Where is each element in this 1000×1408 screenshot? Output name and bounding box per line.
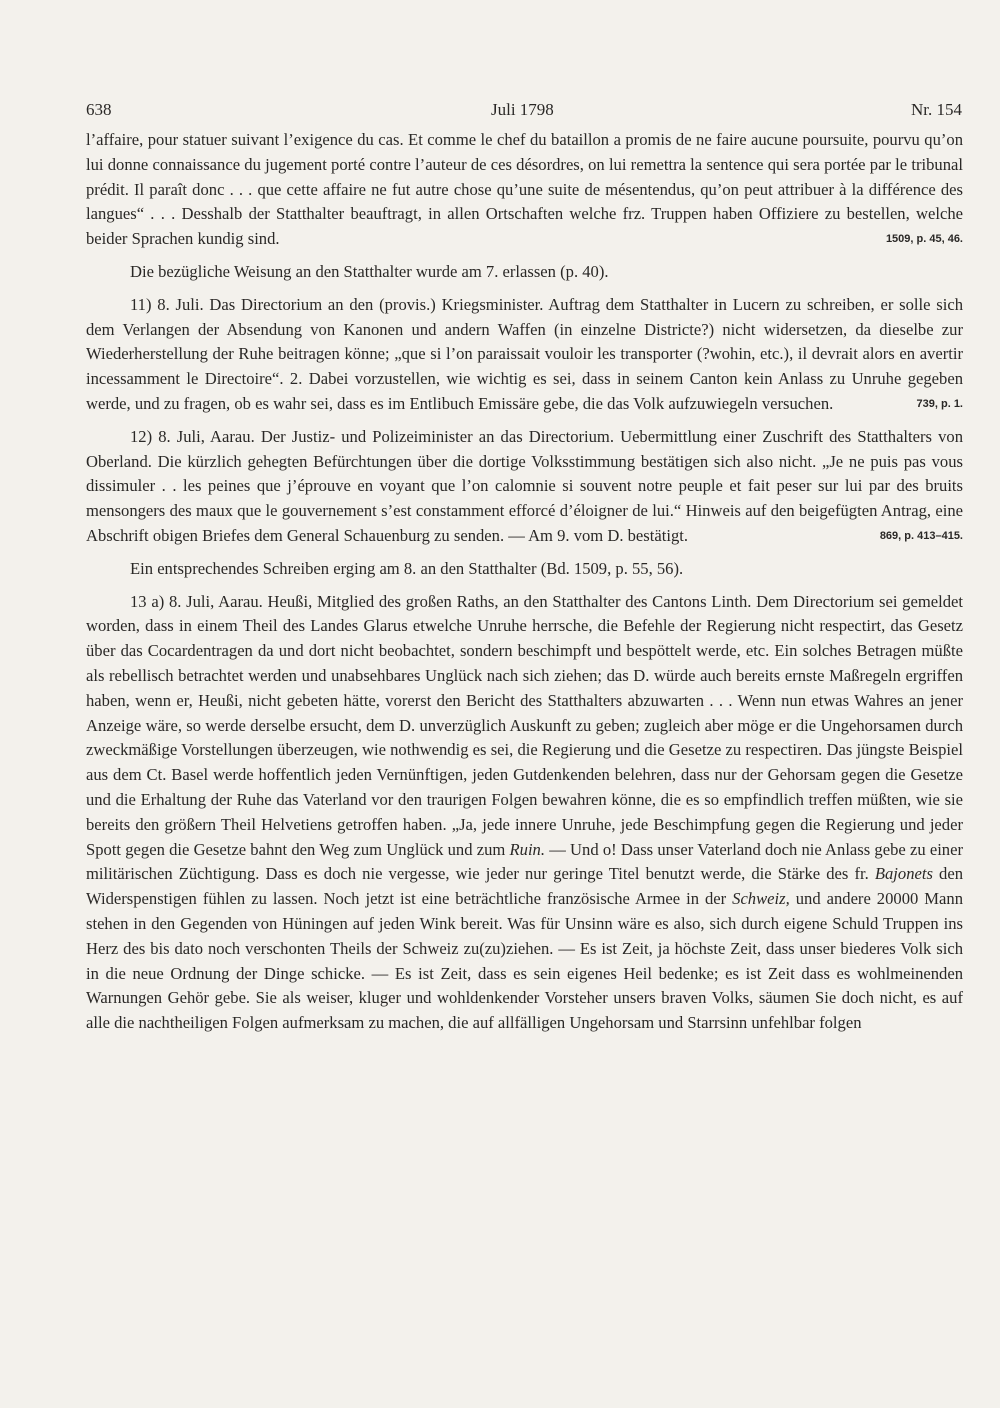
page-body [86,128,963,1036]
running-date: Juli 1798 [491,100,554,119]
paragraph-text: — Und o! Dass unser Vaterland doch nie Anlass gebe zu einer militärischen Züchtigung. Dass es doch nie vergesse, wie jeder nur geringe Titel benutzt werde, die Stärke des fr. [86,839,963,884]
source-citation: 1509, p. 45, 46. [885,233,963,246]
paragraph-text: Die bezügliche Weisung an den Statthalter wurde am 7. erlassen (p. 40). [130,261,609,281]
page-number: 638 [86,100,112,119]
entry-13a [86,590,963,1036]
paragraph-text: 11) 8. Juli. Das Directorium an den (provis.) Kriegsminister. Auftrag dem Statthalter in Lucern zu schreiben, er solle sich dem Verlangen der Absendung von Kanonen und andern Waffen (in einzelne Districte?) nicht widersetzen, da dieselbe zur Wiederherstellung der Ruhe beitragen könne; „que si l’on paraissait vouloir les transporter (?wohin, etc.), il devrait alors en avertir incessamment le Directoire“. 2. Dabei vorzustellen, wie wichtig es sei, dass in seinem Canton kein Anlass zu Unruhe gegeben werde, und zu fragen, ob es wahr sei, dass es im Entlibuch Emissäre gebe, die das Volk aufzuwiegeln versuchen. [86,294,963,413]
source-citation: 869, p. 413–415. [879,529,963,542]
paragraph-text: Ein entsprechendes Schreiben erging am 8. an den Statthalter (Bd. 1509, p. 55, 56). [130,558,684,578]
paragraph-text: 12) 8. Juli, Aarau. Der Justiz- und Polizeiminister an das Directorium. Uebermittlung einer Zuschrift des Statthalters von Oberland. Die kürzlich gehegten Befürchtungen über die dortige Volksstimmung bestätigen sich also nicht. „Je ne puis pas vous dissimuler . . les peines que j’éprouve en voyant que l’on calomnie si souvent notre peuple et fait peser sur lui par des bruits mensongers des maux que le gouvernement s’est constamment efforcé d’éloigner de lui.“ Hinweis auf den beigefügten Antrag, eine Abschrift obigen Briefes dem General Schauenburg zu senden. — Am 9. vom D. bestätigt. [86,426,963,545]
italic-term: Bajonets [874,864,933,884]
document-number: Nr. 154 [911,100,962,119]
paragraph-text: 13 a) 8. Juli, Aarau. Heußi, Mitglied des großen Raths, an den Statthalter des Cantons Linth. Dem Directorium sei gemeldet worden, dass in einem Theil des Landes Glarus etwelche Unruhe herrsche, die Befehle der Regierung nicht respectirt, das Gesetz über das Cocardentragen da und dort nicht beobachtet, sondern beschimpft und bespöttelt werde, etc. Ein solches Betragen müßte als rebellisch betrachtet werden und unabsehbares Unglück nach sich ziehen; das D. würde auch bereits ernste Maßregeln ergriffen haben, wenn er, Heußi, nicht gebeten hätte, vorerst den Bericht des Statthalters abzuwarten . . . Wenn nun etwas Wahres an jener Anzeige wäre, so werde derselbe ersucht, dem D. unverzüglich Auskunft zu geben; zugleich aber möge er die Ungehorsamen durch zweckmäßige Vorstellungen überzeugen, wie nothwendig es sei, die Regierung und die Gesetze zu respectiren. Das jüngste Beispiel aus dem Ct. Basel werde hoffentlich jeden Vernünftigen, jeden Gutdenkenden belehren, dass nur der Gehorsam gegen die Gesetze und die Erhaltung der Ruhe das Vaterland vor den traurigen Folgen bewahren könne, die es so empfindlich treffen müßten, wie sie bereits den größern Theil Helvetiens getroffen haben. „Ja, jede innere Unruhe, jede Beschimpfung gegen die Regierung und jeder Spott gegen die Gesetze bahnt den Weg zum Unglück und zum [86,591,963,859]
entry-11 [86,293,963,417]
paragraph-note [86,260,963,285]
paragraph-text: und andere 20000 Mann stehen in den Gegenden von Hüningen auf jeden Wink bereit. Was für Unsinn wäre es also, sich durch eigene Schuld Truppen ins Herz des bis dato noch verschonten Theils der Schweiz zu(zu)ziehen. — Es ist Zeit, ja höchste Zeit, dass unser biederes Volk sich in die neue Ordnung der Dinge schicke. — Es ist Zeit, dass es sein eigenes Heil bedenke; es ist Zeit dass es wohlmeinenden Warnungen Gehör gebe. Sie als weiser, kluger und wohldenkender Vorsteher unsers braven Volks, säumen Sie doch nicht, es auf alle die nachtheiligen Folgen aufmerksam zu machen, die auf allfälligen Ungehorsam und Starrsinn unfehlbar folgen [86,889,963,1033]
page-header [86,100,962,124]
italic-term: Schweiz, [732,889,790,909]
paragraph-continuation [86,128,963,252]
source-citation: 739, p. 1. [916,397,963,410]
entry-12 [86,425,963,549]
paragraph-text: den Widerspenstigen fühlen zu lassen. Noch jetzt ist eine beträchtliche französische Armee in der [86,864,964,909]
italic-term: Ruin. [509,839,546,859]
paragraph-text: l’affaire, pour statuer suivant l’exigence du cas. Et comme le chef du bataillon a promis de ne faire aucune poursuite, pourvu qu’on lui donne connaissance du jugement porté contre l’auteur de ces désordres, on lui remettra la sentence qui sera portée par le tribunal prédit. Il paraît donc . . . que cette affaire ne fut autre chose qu’une suite de mésentendus, qu’on peut attribuer à la différence des langues“ . . . Desshalb der Statthalter beauftragt, in allen Ortschaften welche frz. Truppen haben Offiziere zu bestellen, welche beider Sprachen kundig sind. [86,130,963,249]
paragraph-note [86,557,963,582]
